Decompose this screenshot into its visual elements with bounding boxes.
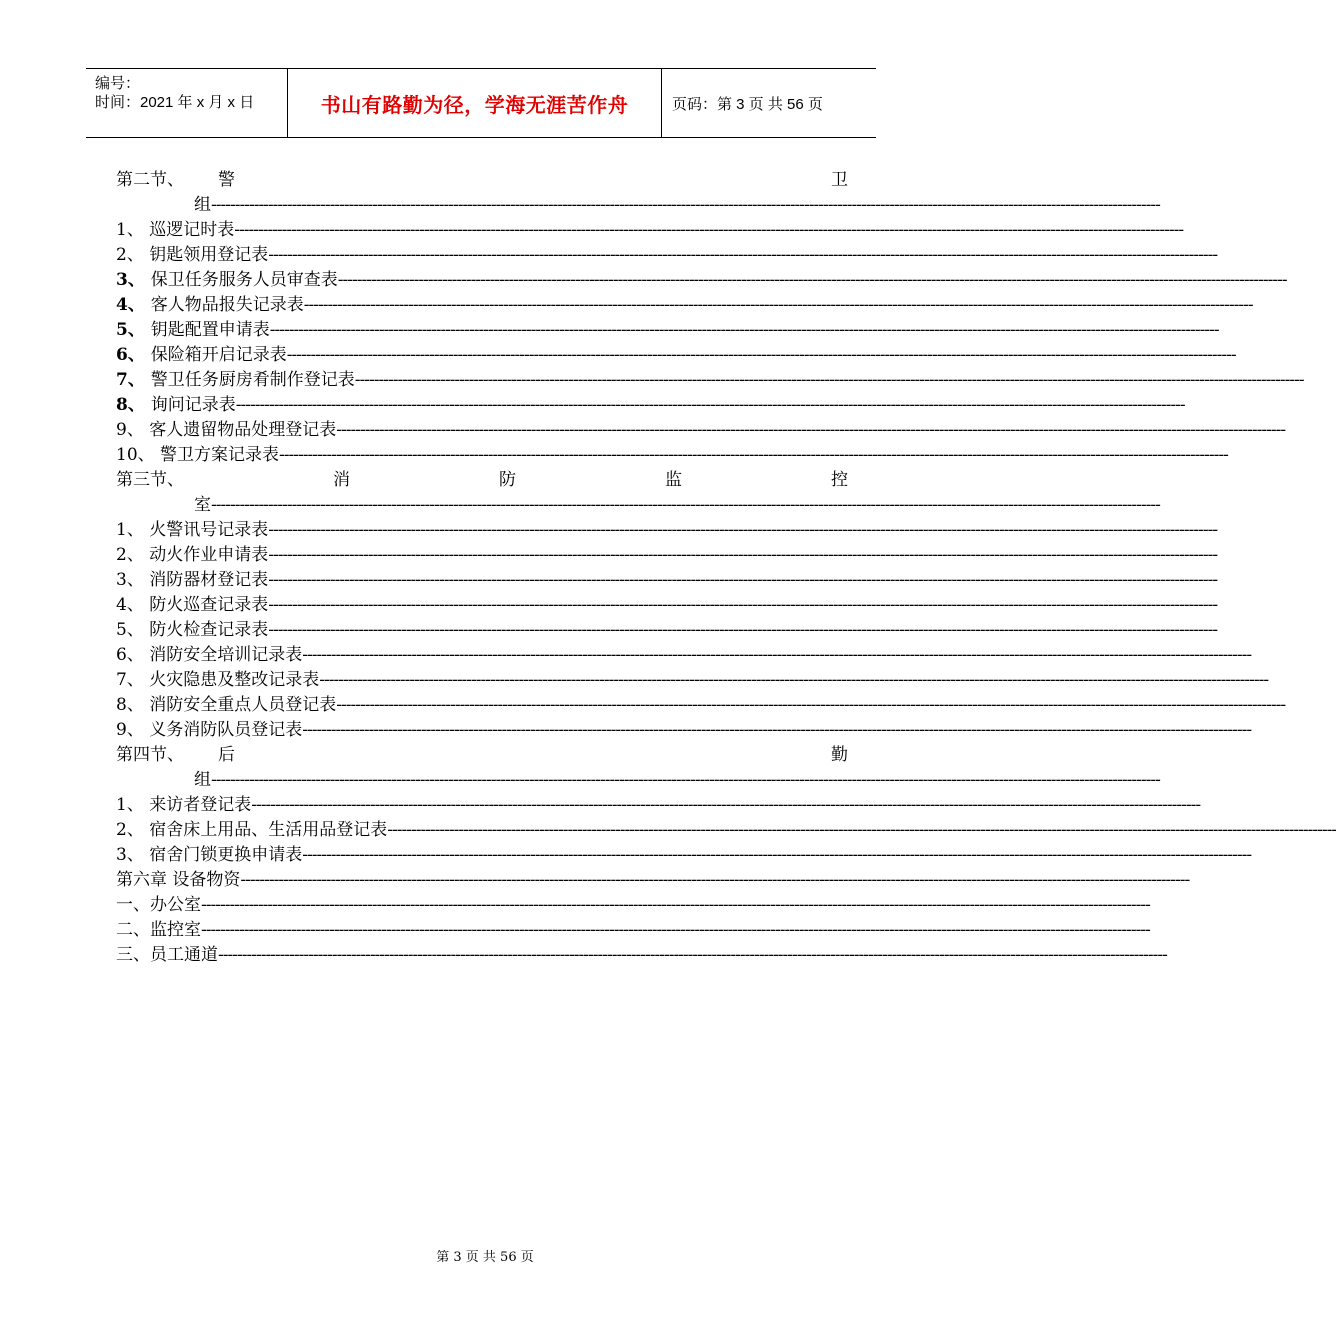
section-heading-part: 消: [333, 470, 350, 490]
toc-leader-dashes: --------------------------------------------------------------------------------------------------------------------------------------------------------------------------------------------------------: [387, 820, 1336, 840]
toc-entry-title: [116, 618, 268, 643]
toc-entry-number: 2、: [116, 245, 150, 265]
toc-leader-dashes: --------------------------------------------------------------------------------------------------------------------------------------------------------------------------------------------------------: [336, 695, 1286, 715]
toc-entry-number: 1、: [116, 520, 150, 540]
toc-entry-label: 保险箱开启记录表: [150, 345, 287, 365]
toc-entry-label: 钥匙领用登记表: [149, 245, 269, 265]
toc-entry-title: 三、员工通道: [116, 945, 218, 965]
toc-entry-title: [116, 268, 338, 293]
toc-entry-title: [116, 443, 279, 468]
toc-entry-title: [116, 318, 270, 343]
toc-item[interactable]: [116, 418, 1286, 443]
toc-leader-dashes: --------------------------------------------------------------------------------------------------------------------------------------------------------------------------------------------------------: [286, 345, 1236, 365]
toc-entry-title: [116, 818, 387, 843]
toc-entry-title: [116, 343, 287, 368]
section-heading-part: 控: [831, 470, 848, 490]
section-4-heading[interactable]: [116, 743, 848, 768]
toc-entry-title: [116, 293, 304, 318]
toc-entry-title: [116, 593, 268, 618]
toc-entry-label: 火灾隐患及整改记录表: [149, 670, 320, 690]
toc-item[interactable]: [116, 668, 1269, 693]
toc-leader-dashes: --------------------------------------------------------------------------------------------------------------------------------------------------------------------------------------------------------: [268, 245, 1218, 265]
toc-entry-number: 8、: [116, 695, 150, 715]
toc-entry-label: 防火巡查记录表: [149, 595, 269, 615]
toc-item[interactable]: [116, 618, 1218, 643]
toc-entry-title: [116, 718, 302, 743]
toc-leader-dashes: --------------------------------------------------------------------------------------------------------------------------------------------------------------------------------------------------------: [234, 220, 1184, 240]
toc-leader-dashes: --------------------------------------------------------------------------------------------------------------------------------------------------------------------------------------------------------: [268, 520, 1218, 540]
toc-entry-title: [116, 568, 268, 593]
section-heading-part: 防: [499, 470, 516, 490]
section-4-heading-continuation[interactable]: [116, 768, 1160, 793]
toc-item[interactable]: [116, 343, 1236, 368]
section-heading-part: 卫: [831, 170, 848, 190]
toc-entry-label: 消防器材登记表: [149, 570, 269, 590]
toc-entry-number: 1、: [116, 220, 150, 240]
toc-item[interactable]: [116, 318, 1219, 343]
toc-leader-dashes: --------------------------------------------------------------------------------------------------------------------------------------------------------------------------------------------------------: [211, 770, 1160, 790]
toc-leader-dashes: --------------------------------------------------------------------------------------------------------------------------------------------------------------------------------------------------------: [218, 945, 1167, 965]
toc-entry-number: 4、: [116, 295, 151, 315]
toc-leader-dashes: --------------------------------------------------------------------------------------------------------------------------------------------------------------------------------------------------------: [211, 495, 1160, 515]
section-heading-part: 第二节、: [116, 170, 184, 190]
toc-entry-number: 6、: [116, 345, 151, 365]
toc-entry-title: [116, 418, 336, 443]
toc-item[interactable]: [116, 793, 1201, 818]
toc-item[interactable]: [116, 843, 1252, 868]
toc-entry-title: [116, 368, 355, 393]
toc-entry-number: 3、: [116, 845, 150, 865]
time-label: 时间：2021 年 x 月 x 日: [95, 94, 255, 111]
toc-item[interactable]: [116, 268, 1287, 293]
toc-item[interactable]: [116, 543, 1218, 568]
toc-entry-number: 8、: [116, 395, 151, 415]
toc-entry-number: 10、: [116, 445, 161, 465]
toc-entry-title: [116, 793, 251, 818]
toc-entry-title: [116, 543, 268, 568]
toc-item[interactable]: [116, 943, 1167, 968]
page-header: [86, 68, 876, 138]
toc-entry-label: 消防安全重点人员登记表: [149, 695, 337, 715]
toc-item[interactable]: [116, 643, 1252, 668]
toc-entry-label: 来访者登记表: [149, 795, 252, 815]
toc-item[interactable]: [116, 693, 1286, 718]
toc-entry-title: [116, 643, 302, 668]
toc-leader-dashes: --------------------------------------------------------------------------------------------------------------------------------------------------------------------------------------------------------: [269, 320, 1219, 340]
toc-item[interactable]: [116, 893, 1150, 918]
toc-entry-label: 警卫方案记录表: [160, 445, 280, 465]
toc-item[interactable]: [116, 443, 1228, 468]
section-3-heading-continuation[interactable]: [116, 493, 1160, 518]
toc-leader-dashes: --------------------------------------------------------------------------------------------------------------------------------------------------------------------------------------------------------: [337, 270, 1287, 290]
toc-leader-dashes: --------------------------------------------------------------------------------------------------------------------------------------------------------------------------------------------------------: [303, 295, 1253, 315]
section-heading-part: 第三节、: [116, 470, 184, 490]
toc-entry-number: 2、: [116, 820, 150, 840]
table-of-contents: [116, 168, 1336, 968]
toc-entry-number: 7、: [116, 370, 151, 390]
toc-entry-number: 7、: [116, 670, 150, 690]
toc-entry-label: 防火检查记录表: [149, 620, 269, 640]
toc-entry-title: [116, 243, 268, 268]
section-heading-part: 监: [665, 470, 682, 490]
toc-leader-dashes: --------------------------------------------------------------------------------------------------------------------------------------------------------------------------------------------------------: [268, 620, 1218, 640]
toc-item[interactable]: [116, 393, 1185, 418]
toc-entry-label: 保卫任务服务人员审查表: [150, 270, 338, 290]
toc-leader-dashes: --------------------------------------------------------------------------------------------------------------------------------------------------------------------------------------------------------: [354, 370, 1304, 390]
toc-entry-number: 4、: [116, 595, 150, 615]
toc-entry-label: 巡逻记时表: [149, 220, 235, 240]
toc-leader-dashes: --------------------------------------------------------------------------------------------------------------------------------------------------------------------------------------------------------: [302, 720, 1252, 740]
toc-entry-title: [116, 843, 302, 868]
toc-entry-number: 2、: [116, 545, 150, 565]
toc-entry-title: [116, 668, 319, 693]
toc-entry-label: 客人遗留物品处理登记表: [149, 420, 337, 440]
toc-entry-label: 钥匙配置申请表: [150, 320, 270, 340]
toc-item[interactable]: [116, 918, 1150, 943]
toc-entry-title: 组: [194, 770, 211, 790]
toc-item[interactable]: [116, 568, 1218, 593]
toc-leader-dashes: --------------------------------------------------------------------------------------------------------------------------------------------------------------------------------------------------------: [319, 670, 1269, 690]
header-motto: 书山有路勤为径，学海无涯苦作舟: [288, 69, 662, 137]
section-3-heading[interactable]: [116, 468, 848, 493]
toc-entry-title: 组: [194, 195, 211, 215]
toc-entry-title: 第六章 设备物资: [116, 870, 241, 890]
toc-item[interactable]: [116, 243, 1218, 268]
section-heading-part: 后: [218, 745, 235, 765]
page-footer: 第 3 页 共 56 页: [436, 1250, 534, 1265]
toc-entry-number: 9、: [116, 420, 150, 440]
toc-leader-dashes: --------------------------------------------------------------------------------------------------------------------------------------------------------------------------------------------------------: [336, 420, 1286, 440]
toc-entry-label: 询问记录表: [150, 395, 236, 415]
toc-leader-dashes: --------------------------------------------------------------------------------------------------------------------------------------------------------------------------------------------------------: [279, 445, 1228, 465]
toc-leader-dashes: --------------------------------------------------------------------------------------------------------------------------------------------------------------------------------------------------------: [201, 920, 1150, 940]
toc-entry-title: 室: [194, 495, 211, 515]
section-2-heading[interactable]: [116, 168, 848, 193]
toc-entry-label: 义务消防队员登记表: [149, 720, 303, 740]
header-page-info: 页码：第 3 页 共 56 页: [672, 95, 823, 113]
toc-leader-dashes: --------------------------------------------------------------------------------------------------------------------------------------------------------------------------------------------------------: [302, 845, 1252, 865]
toc-entry-number: 3、: [116, 270, 151, 290]
toc-item[interactable]: [116, 218, 1184, 243]
toc-entry-title: 二、监控室: [116, 920, 201, 940]
toc-entry-title: [116, 218, 234, 243]
toc-item[interactable]: [116, 293, 1253, 318]
toc-item[interactable]: [116, 518, 1218, 543]
toc-leader-dashes: --------------------------------------------------------------------------------------------------------------------------------------------------------------------------------------------------------: [211, 195, 1160, 215]
section-2-heading-continuation[interactable]: [116, 193, 1160, 218]
toc-leader-dashes: --------------------------------------------------------------------------------------------------------------------------------------------------------------------------------------------------------: [240, 870, 1190, 890]
chapter-6-heading[interactable]: [116, 868, 1190, 893]
toc-leader-dashes: --------------------------------------------------------------------------------------------------------------------------------------------------------------------------------------------------------: [201, 895, 1150, 915]
toc-item[interactable]: [116, 718, 1252, 743]
toc-entry-number: 9、: [116, 720, 150, 740]
toc-entry-title: 一、办公室: [116, 895, 201, 915]
toc-leader-dashes: --------------------------------------------------------------------------------------------------------------------------------------------------------------------------------------------------------: [251, 795, 1201, 815]
header-meta: [86, 69, 288, 137]
toc-entry-number: 5、: [116, 620, 150, 640]
toc-leader-dashes: --------------------------------------------------------------------------------------------------------------------------------------------------------------------------------------------------------: [268, 570, 1218, 590]
toc-entry-number: 3、: [116, 570, 150, 590]
toc-entry-number: 6、: [116, 645, 150, 665]
toc-leader-dashes: --------------------------------------------------------------------------------------------------------------------------------------------------------------------------------------------------------: [235, 395, 1185, 415]
toc-leader-dashes: --------------------------------------------------------------------------------------------------------------------------------------------------------------------------------------------------------: [268, 595, 1218, 615]
toc-entry-number: 5、: [116, 320, 151, 340]
toc-entry-label: 消防安全培训记录表: [149, 645, 303, 665]
toc-entry-title: [116, 693, 336, 718]
toc-item[interactable]: [116, 368, 1304, 393]
toc-entry-title: [116, 518, 268, 543]
toc-leader-dashes: --------------------------------------------------------------------------------------------------------------------------------------------------------------------------------------------------------: [268, 545, 1218, 565]
toc-leader-dashes: --------------------------------------------------------------------------------------------------------------------------------------------------------------------------------------------------------: [302, 645, 1252, 665]
section-heading-part: 第四节、: [116, 745, 184, 765]
toc-item[interactable]: [116, 818, 1336, 843]
toc-item[interactable]: [116, 593, 1218, 618]
toc-entry-number: 1、: [116, 795, 150, 815]
toc-entry-label: 动火作业申请表: [149, 545, 269, 565]
toc-entry-label: 宿舍床上用品、生活用品登记表: [149, 820, 388, 840]
section-heading-part: 勤: [831, 745, 848, 765]
number-label: 编号：: [95, 75, 141, 92]
toc-entry-label: 宿舍门锁更换申请表: [149, 845, 303, 865]
toc-entry-title: [116, 393, 236, 418]
toc-entry-label: 警卫任务厨房肴制作登记表: [150, 370, 355, 390]
section-heading-part: 警: [218, 170, 235, 190]
toc-entry-label: 客人物品报失记录表: [150, 295, 304, 315]
toc-entry-label: 火警讯号记录表: [149, 520, 269, 540]
